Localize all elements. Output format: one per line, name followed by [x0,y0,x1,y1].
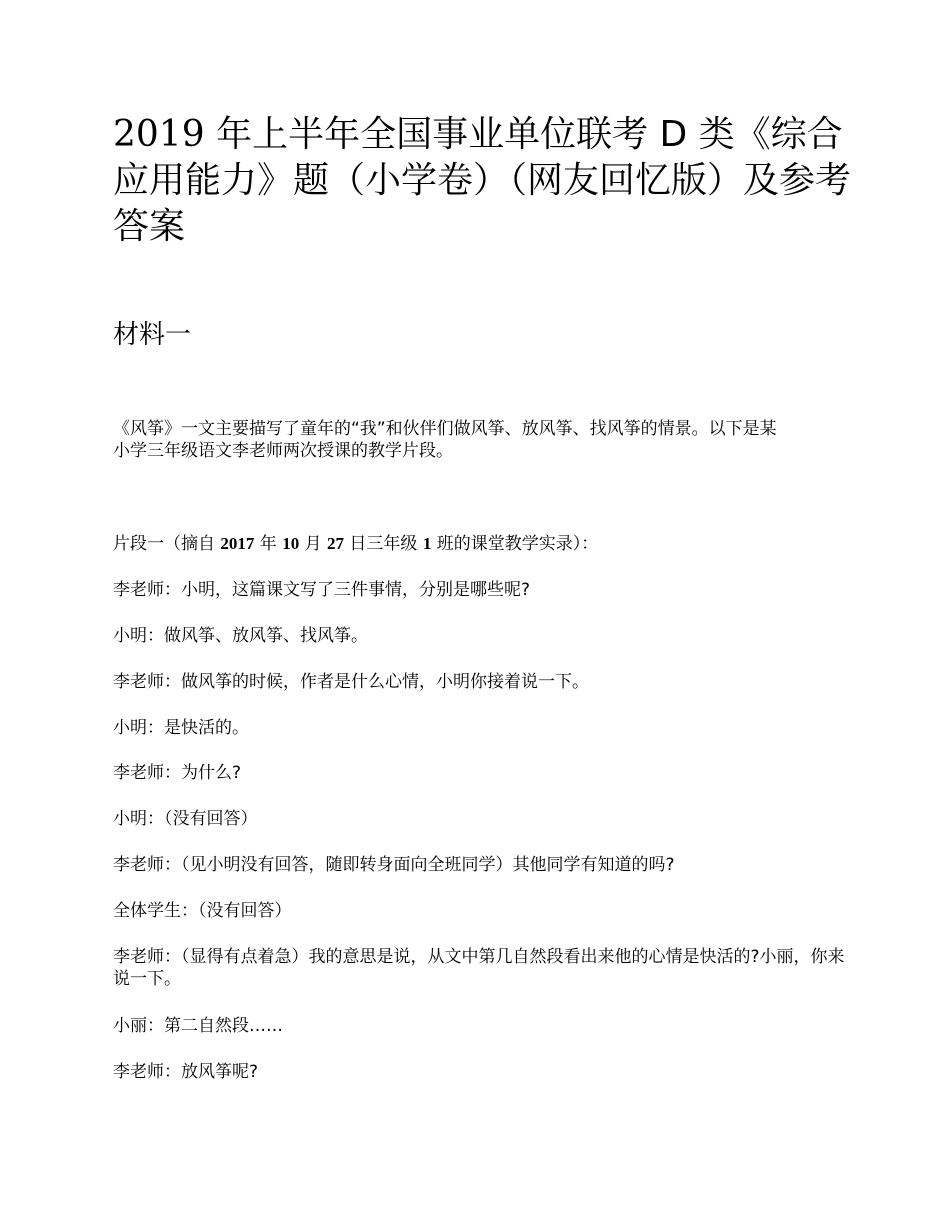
excerpt-text: 班的课堂教学实录）： [431,534,599,554]
dialogue-line: 李老师：做风筝的时候，作者是什么心情，小明你接着说一下。 [113,672,589,692]
excerpt-month: 10 [282,534,300,553]
excerpt-day: 27 [327,534,345,553]
intro-line-2: 小学三年级语文李老师两次授课的教学片段。 [113,441,453,461]
excerpt-text: 月 [299,534,328,554]
excerpt-class: 1 [422,534,432,553]
intro-line-1: 《风筝》一文主要描写了童年的“我”和伙伴们做风筝、放风筝、找风筝的情景。以下是某 [113,419,777,439]
dialogue-line: 小明：做风筝、放风筝、找风筝。 [113,626,368,646]
excerpt-text: 日三年级 [344,534,423,554]
dialogue-line: 李老师：放风筝呢? [113,1062,259,1082]
dialogue-line: 李老师：（见小明没有回答，随即转身面向全班同学）其他同学有知道的吗? [113,855,675,875]
section-heading: 材料一 [113,320,192,350]
dialogue-line: 小明：是快活的。 [113,718,249,738]
title-text: 年上半年全国事业单位联考 D 类《综合应用能力》题（小学卷）（网友回忆版）及参考答案 [113,114,852,247]
dialogue-line: 李老师：小明，这篇课文写了三件事情，分别是哪些呢? [113,580,531,600]
intro-paragraph [113,418,843,462]
excerpt-heading [113,533,598,555]
dialogue-line: 小明：（没有回答） [113,809,258,829]
dialogue-line: 李老师：（显得有点着急）我的意思是说，从文中第几自然段看出来他的心情是快活的?小丽，你来说一下。 [113,947,845,989]
excerpt-text: 片段一（摘自 [113,534,221,554]
excerpt-text: 年 [254,534,283,554]
dialogue-line: 李老师：为什么? [113,763,242,783]
document-title [113,112,853,250]
title-year: 2019 [113,114,205,155]
dialogue-line: 全体学生：（没有回答） [113,901,292,921]
dialogue-line: 小丽：第二自然段…… [113,1016,283,1036]
excerpt-year: 2017 [220,534,255,553]
